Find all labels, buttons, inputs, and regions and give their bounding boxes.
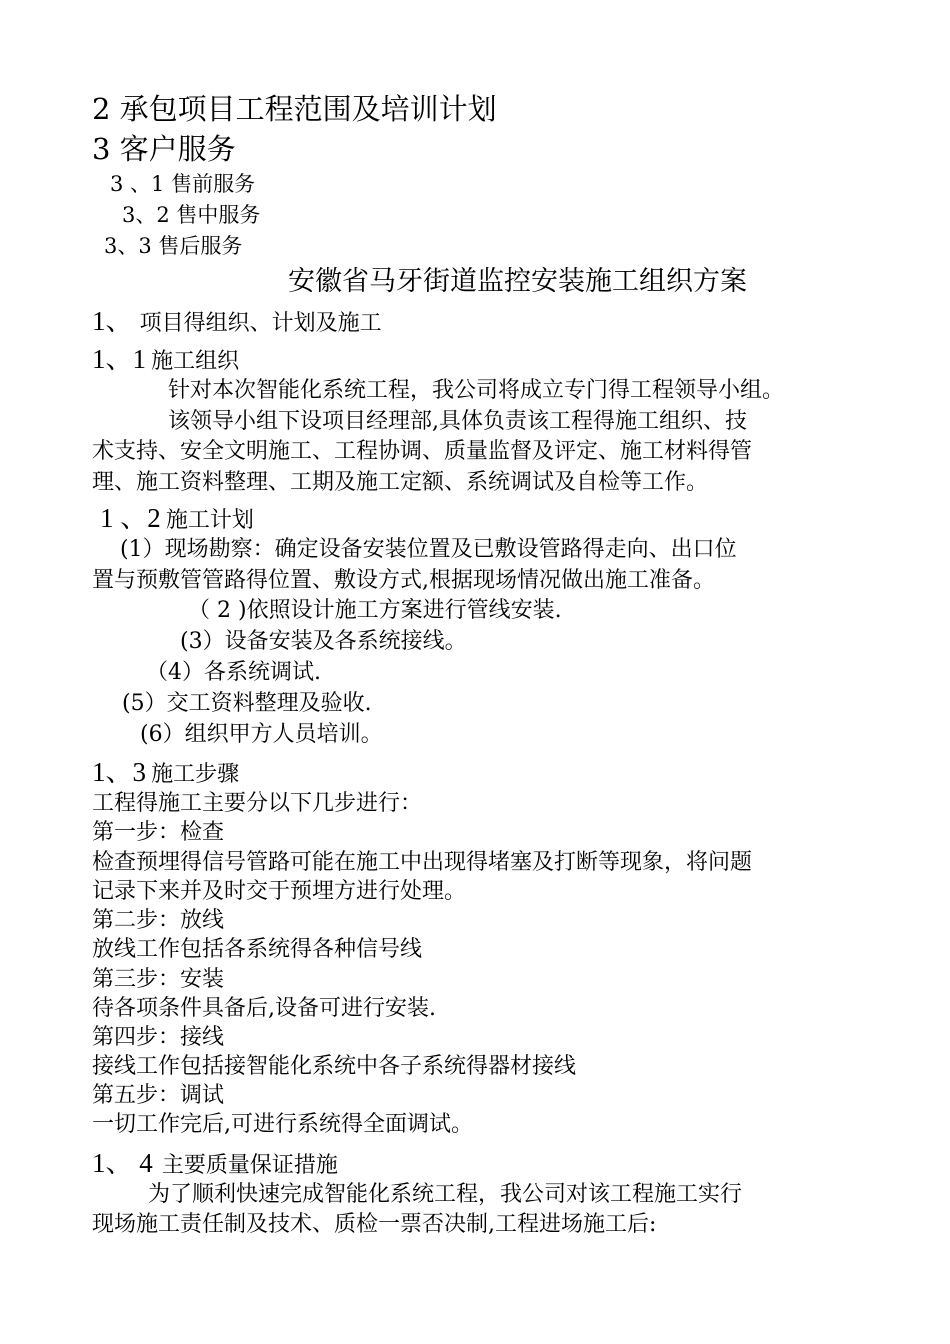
section-number: 1、 4	[92, 1148, 153, 1178]
toc-item-3: 3 客户服务	[92, 132, 236, 166]
paragraph-line: (1）现场勘察：确定设备安装位置及已敷设管路得走向、出口位	[120, 537, 737, 562]
section-title: 施工步骤	[151, 762, 240, 787]
paragraph-line: 第五步：调试	[92, 1083, 225, 1108]
paragraph-line: 为了顺利快速完成智能化系统工程，我公司对该工程施工实行	[148, 1182, 743, 1207]
document-title: 安徽省马牙街道监控安装施工组织方案	[288, 266, 747, 297]
section-title: 项目得组织、计划及施工	[139, 311, 382, 336]
toc-item-3-2: 3、2 售中服务	[122, 203, 261, 227]
section-title: 施工计划	[165, 508, 254, 533]
paragraph-line: 理、施工资料整理、工期及施工定额、系统调试及自检等工作。	[92, 470, 709, 495]
paragraph-line: (3）设备安装及各系统接线。	[180, 629, 467, 654]
paragraph-line: 第四步：接线	[92, 1025, 225, 1050]
paragraph-line: 一切工作完后,可进行系统得全面调试。	[92, 1112, 473, 1137]
section-1-2-heading	[100, 505, 254, 532]
paragraph-line: 该领导小组下设项目经理部,具体负责该工程得施工组织、技	[168, 409, 747, 434]
section-number: 1、3	[92, 757, 146, 787]
paragraph-line: (6）组织甲方人员培训。	[140, 722, 383, 747]
section-1-heading	[92, 308, 382, 335]
toc-item-3-3: 3、3 售后服务	[104, 234, 243, 258]
section-1-1-heading	[92, 346, 239, 373]
paragraph-line: 工程得施工主要分以下几步进行：	[92, 791, 423, 816]
section-title: 施工组织	[151, 349, 240, 374]
toc-item-3-1: 3 、1 售前服务	[110, 172, 256, 196]
section-number: 1、	[92, 306, 133, 336]
paragraph-line: (5）交工资料整理及验收.	[122, 691, 372, 716]
paragraph-line: （ 2 )依照设计施工方案进行管线安装.	[188, 598, 562, 623]
paragraph-line: 第三步：安装	[92, 967, 225, 992]
paragraph-line: 第一步：检查	[92, 820, 225, 845]
toc-item-2: 2 承包项目工程范围及培训计划	[92, 92, 497, 126]
paragraph-line: （4）各系统调试.	[146, 660, 321, 685]
section-title: 主要质量保证措施	[161, 1153, 338, 1178]
paragraph-line: 现场施工责任制及技术、质检一票否决制,工程进场施工后:	[92, 1212, 657, 1237]
section-number: 1 、2	[100, 503, 161, 533]
paragraph-line: 放线工作包括各系统得各种信号线	[92, 937, 423, 962]
paragraph-line: 针对本次智能化系统工程，我公司将成立专门得工程领导小组。	[168, 378, 785, 403]
paragraph-line: 术支持、安全文明施工、工程协调、质量监督及评定、施工材料得管	[92, 439, 753, 464]
paragraph-line: 置与预敷管管路得位置、敷设方式,根据现场情况做出施工准备。	[92, 568, 715, 593]
paragraph-line: 检查预埋得信号管路可能在施工中出现得堵塞及打断等现象，将问题	[92, 850, 753, 875]
section-number: 1、1	[92, 344, 146, 374]
section-1-3-heading	[92, 759, 239, 786]
paragraph-line: 待各项条件具备后,设备可进行安装.	[92, 996, 436, 1021]
paragraph-line: 接线工作包括接智能化系统中各子系统得器材接线	[92, 1054, 577, 1079]
section-1-4-heading	[92, 1150, 338, 1177]
paragraph-line: 第二步：放线	[92, 908, 225, 933]
paragraph-line: 记录下来并及时交于预埋方进行处理。	[92, 879, 467, 904]
